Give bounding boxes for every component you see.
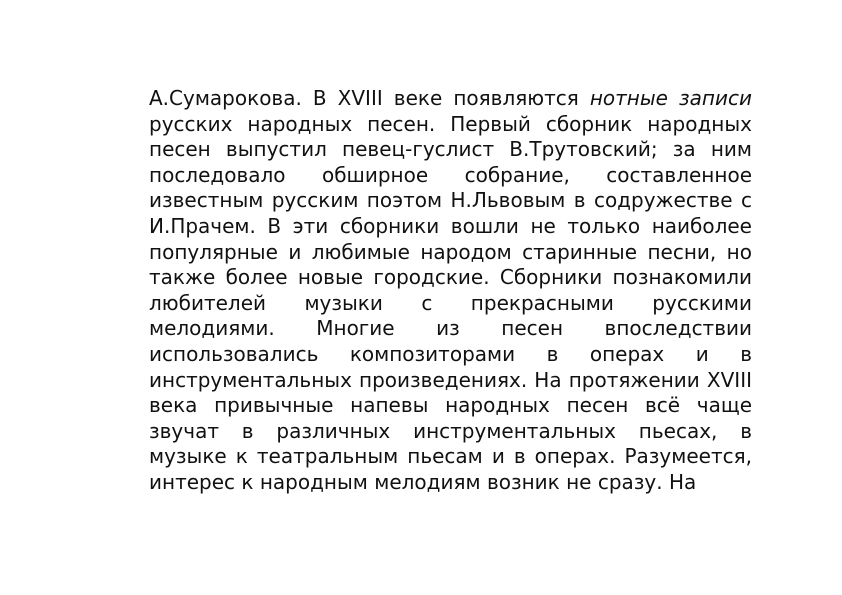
paragraph-text-rest: русских народных песен. Первый сборник народных песен выпустил певец-гуслист В.Трутовский; за ним последовало обширное собрание, составленное известным русским поэтом Н.Львовым в содружестве с И.Прачем. В эти сборники вошли не только наиболее популярные и любимые народом старинные песни, но также более новые городские. Сборники познакомили любителей музыки с прекрасными русскими мелодиями. Многие из песен впоследствии использовались композиторами в операх и в инструментальных произведениях. На протяжении XVIII века привычные напевы народных песен всё чаще звучат в различных инструментальных пьесах, в музыке к театральным пьесам и в операх. Разумеется, интерес к народным мелодиям возник не сразу. На xyxy=(149,111,752,494)
italic-term: нотные записи xyxy=(589,86,752,110)
paragraph-text-start: А.Сумарокова. В XVIII веке появляются xyxy=(149,86,590,110)
body-paragraph xyxy=(149,86,752,496)
